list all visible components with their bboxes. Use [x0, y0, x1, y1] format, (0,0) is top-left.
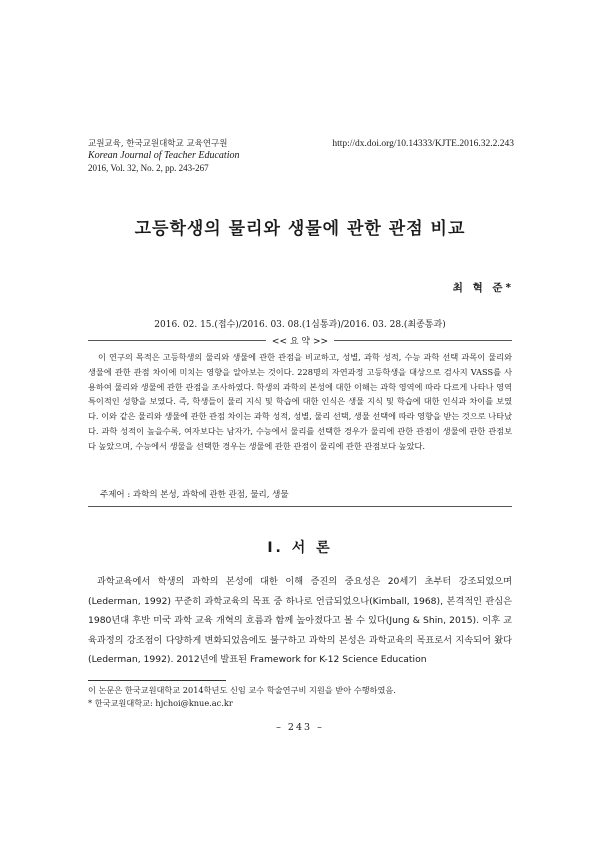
abstract-label: << 요 약 >> [266, 337, 334, 347]
keywords: 주제어 : 과학의 본성, 과학에 관한 관점, 물리, 생물 [100, 490, 289, 500]
abstract-text: 이 연구의 목적은 고등학생의 물리와 생물에 관한 관점을 비교하고, 성별, 과학 성적, 수능 과학 선택 과목이 물리와 생물에 관한 관점 차이에 미치는 영향을 알아보는 것이다. 228명의 자연과정 고등학생을 대상으로 검사지 VASS를 사용하여 물리와 생물에 관한 관점을 조사하였다. 학생의 과학의 본성에 대한 이해는 과학 영역에 따라 다르게 나타나 영역 특이적인 성향을 보였다. 즉, 학생들이 물리 지식 및 학습에 대한 인식은 생물 지식 및 학습에 대한 인식과 차이를 보였다. 이와 같은 물리와 생물에 관한 관점 차이는 과학 성적, 성별, 물리 선택, 생물 선택에 따라 영향을 받는 것으로 나타났다. 과학 성적이 높을수록, 여자보다는 남자가, 수능에서 물리를 선택한 경우가 물리에 관한 관점이 생물에 관한 관점보다 높았으며, 수능에서 생물을 선택한 경우는 생물에 관한 관점이 물리에 관한 관점보다 높았다. [88, 352, 512, 451]
submission-dates: 2016. 02. 15.(접수)/2016. 03. 08.(1심통과)/2016. 03. 28.(최종통과) [154, 320, 446, 330]
volume-info: 2016, Vol. 32, No. 2, pp. 243-267 [88, 163, 209, 173]
footnote-affiliation: * 한국교원대학교: hjchoi@knue.ac.kr [88, 698, 233, 708]
journal-header [88, 138, 348, 174]
doi-link[interactable]: http://dx.doi.org/10.14333/KJTE.2016.32.2.243 [332, 139, 514, 149]
footnotes [88, 684, 512, 710]
journal-name: Korean Journal of Teacher Education [88, 150, 240, 161]
section-heading: I. 서 론 [267, 540, 333, 556]
publisher: 교원교육, 한국교원대학교 교육연구원 [88, 139, 228, 149]
abstract-bottom-divider [88, 506, 512, 507]
footnote-divider [88, 680, 226, 681]
abstract-label-wrap [0, 334, 600, 347]
author-name: 최 혁 준* [452, 282, 514, 294]
page-number: – 243 – [276, 722, 324, 733]
paper-title: 고등학생의 물리와 생물에 관한 관점 비교 [134, 219, 466, 239]
body-paragraph: 과학교육에서 학생의 과학의 본성에 대한 이해 증진의 중요성은 20세기 초부터 강조되었으며 (Lederman, 1992) 꾸준히 과학교육의 목표 중 하나로 언급되었으나(Kimball, 1968), 본격적인 관심은 1980년대 후반 미국 과학 교육 개혁의 흐름과 함께 높아졌다고 볼 수 있다(Jung & Shin, 2015). 이후 교육과정의 강조점이 다양하게 변화되었음에도 불구하고 과학의 본성은 과학교육의 목표로서 지속되어 왔다(Lederman, 1992). 2012년에 발표된 Framework for K-12 Science Education [88, 576, 512, 666]
footnote-funding: 이 논문은 한국교원대학교 2014학년도 신임 교수 학술연구비 지원을 받아 수행하였음. [88, 685, 396, 695]
